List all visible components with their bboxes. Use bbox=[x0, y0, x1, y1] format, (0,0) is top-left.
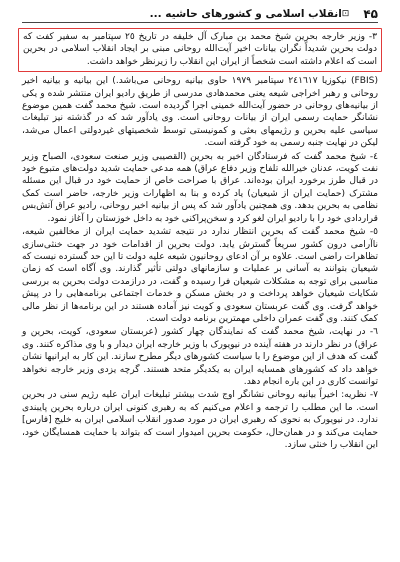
paragraph-5: ٥- شیخ محمد گفت که بحرین انتظار ندارد در نتیجه تشدید حمایت ایران از مخالفین شیعه، ناآرامی درون کشور سریعاً گسترش یابد. دولت بحرین از اقدامات خود در جهت خنثی‌سازی تظاهرات راضی است. علاوه بر آن ادعای روحانیون شیعه علیه دولت تا این حد گسترده نیست که شیعیان بتوانند به ‌آسانی بر عملیات و سازمانهای دولتی تأثیر گذارند. وی آگاه است که زمان مناسبی برای توجه به مشکلات شیعیان فرا رسیده و گفت، در درازمدت دولت بحرین به بررسی شکایات شیعیان خواهد پرداخت و در بخش مسکن و خدمات اجتماعی برنامه‌هایی را در پیش خواهد گرفت. وی گفت عربستان سعودی و کویت نیز آماده هستند در این برنامه‌ها از نظر مالی کمک کنند. وی گفت عمران داخلی مهمترین برنامه دولت است. bbox=[22, 227, 378, 324]
book-mark-icon: ⊡ bbox=[341, 9, 350, 19]
page-title: انقلاب اسلامی و کشورهای حاشیه ... bbox=[149, 8, 342, 20]
highlight-box bbox=[18, 28, 382, 72]
paragraph-7: ٧- نظریه: اخیراً بیانیه روحانی نشانگر اوج شدت بیشتر تبلیغات ایران علیه رژیم سنی در بحرین است. ما این مطلب را ترجمه و اعلام می‌کنیم که به رهبری کنونی ایران درباره بحرین پایبندی ندارد. در نیویورک به نحوی که رهبری ایران در مورد صدور انقلاب اسلامی ایران به خلیج [فارس] حمایت می‌کند و در همان‌حال، حکومت بحرین امیدوار است که بتواند با حمایت همسایگان خود، این انقلاب را خنثی سازد. bbox=[22, 390, 378, 450]
page-number: ۴۵ bbox=[363, 7, 378, 21]
paragraph-3: ٣- وزیر خارجه بحرین شیخ محمد بن مبارک آل خلیفه در تاریخ ٢٥ سپتامبر به سفیر کفت که دولت بحرین شدیداً نگران بیانات اخیر آیت‌الله روحانی مبنی بر ایجاد انقلاب اسلامی در بحرین است که اعلام داشته است شخصاً از ایران این انقلاب را زیرنظر خواهد داشت. bbox=[23, 32, 378, 67]
paragraph-6: ٦- در نهایت، شیخ محمد گفت که نمایندگان چهار کشور (عربستان سعودی، کویت، بحرین و عراق) در نظر دارند در هفته آینده در نیویورک با وزیر خارجه ایران دیدار و با وی مذاکره کنند. وی گفت که هدف از این موضوع را با سیاست کشورهای دیگر مطرح سازند. این کار به ایرانیها نشان خواهد داد که کشورهای همسایه ایران به یکدیگر متحد هستند. گرچه یزدی وزیر خارجه نخواهد توانست کاری در این باره انجام دهد. bbox=[22, 327, 378, 387]
paragraph-4: ٤- شیخ محمد گفت که فرستادگان اخیر به بحرین (القصیبی وزیر صنعت سعودی، الصباح وزیر نفت کویت، عدنان خیرالله تلفاح وزیر دفاع عراق) همه مدعی حمایت شدید دولت‌های متبوع خود در قبال طرز برخورد ایران بوده‌اند. عراق با صراحت خاص از حمایت خود در قبال این مسئله مشترک (حمایت ایران از شیعیان) یاد کرده و بنا به اظهارات وزیر خارجه، حاضر است کمک نظامی به بحرین بدهد. وی همچنین یادآور شد که پس از بیانیه اخیر روحانی، رادیو عراق آتش‌بس قراردادی خود را با رادیو ایران لغو کرد و سخن‌پراکنی خود به داخل خوزستان را آغاز نمود. bbox=[22, 151, 378, 224]
paragraph-fbis: (FBIS) نیکوزیا ٢٤١٦١٧ سپتامبر ١٩٧٩ حاوی بیانیه روحانی می‌باشد.) این بیانیه و بیانیه اخیر روحانی و رهبر اخراجی شیعه یعنی محمدهادی مدرسی از طریق رادیو ایران منتشر شده و یکی از بیانیه‌های روحانی در حضور آیت‌الله خمینی اجرا گردیده است. شیخ محمد گفت همین موضوع نشانگر حمایت رسمی ایران از بیانات روحانی است. وی یادآور شد که در گذشته نیز تبلیغات سیاسی علیه بحرین و رژیمهای بعثی و کمونیستی توسط شخصیتهای غیردولتی اعمال می‌شد، لیکن در نهایت جنبه رسمی به خود گرفته است. bbox=[22, 76, 378, 149]
page-header bbox=[22, 6, 378, 23]
